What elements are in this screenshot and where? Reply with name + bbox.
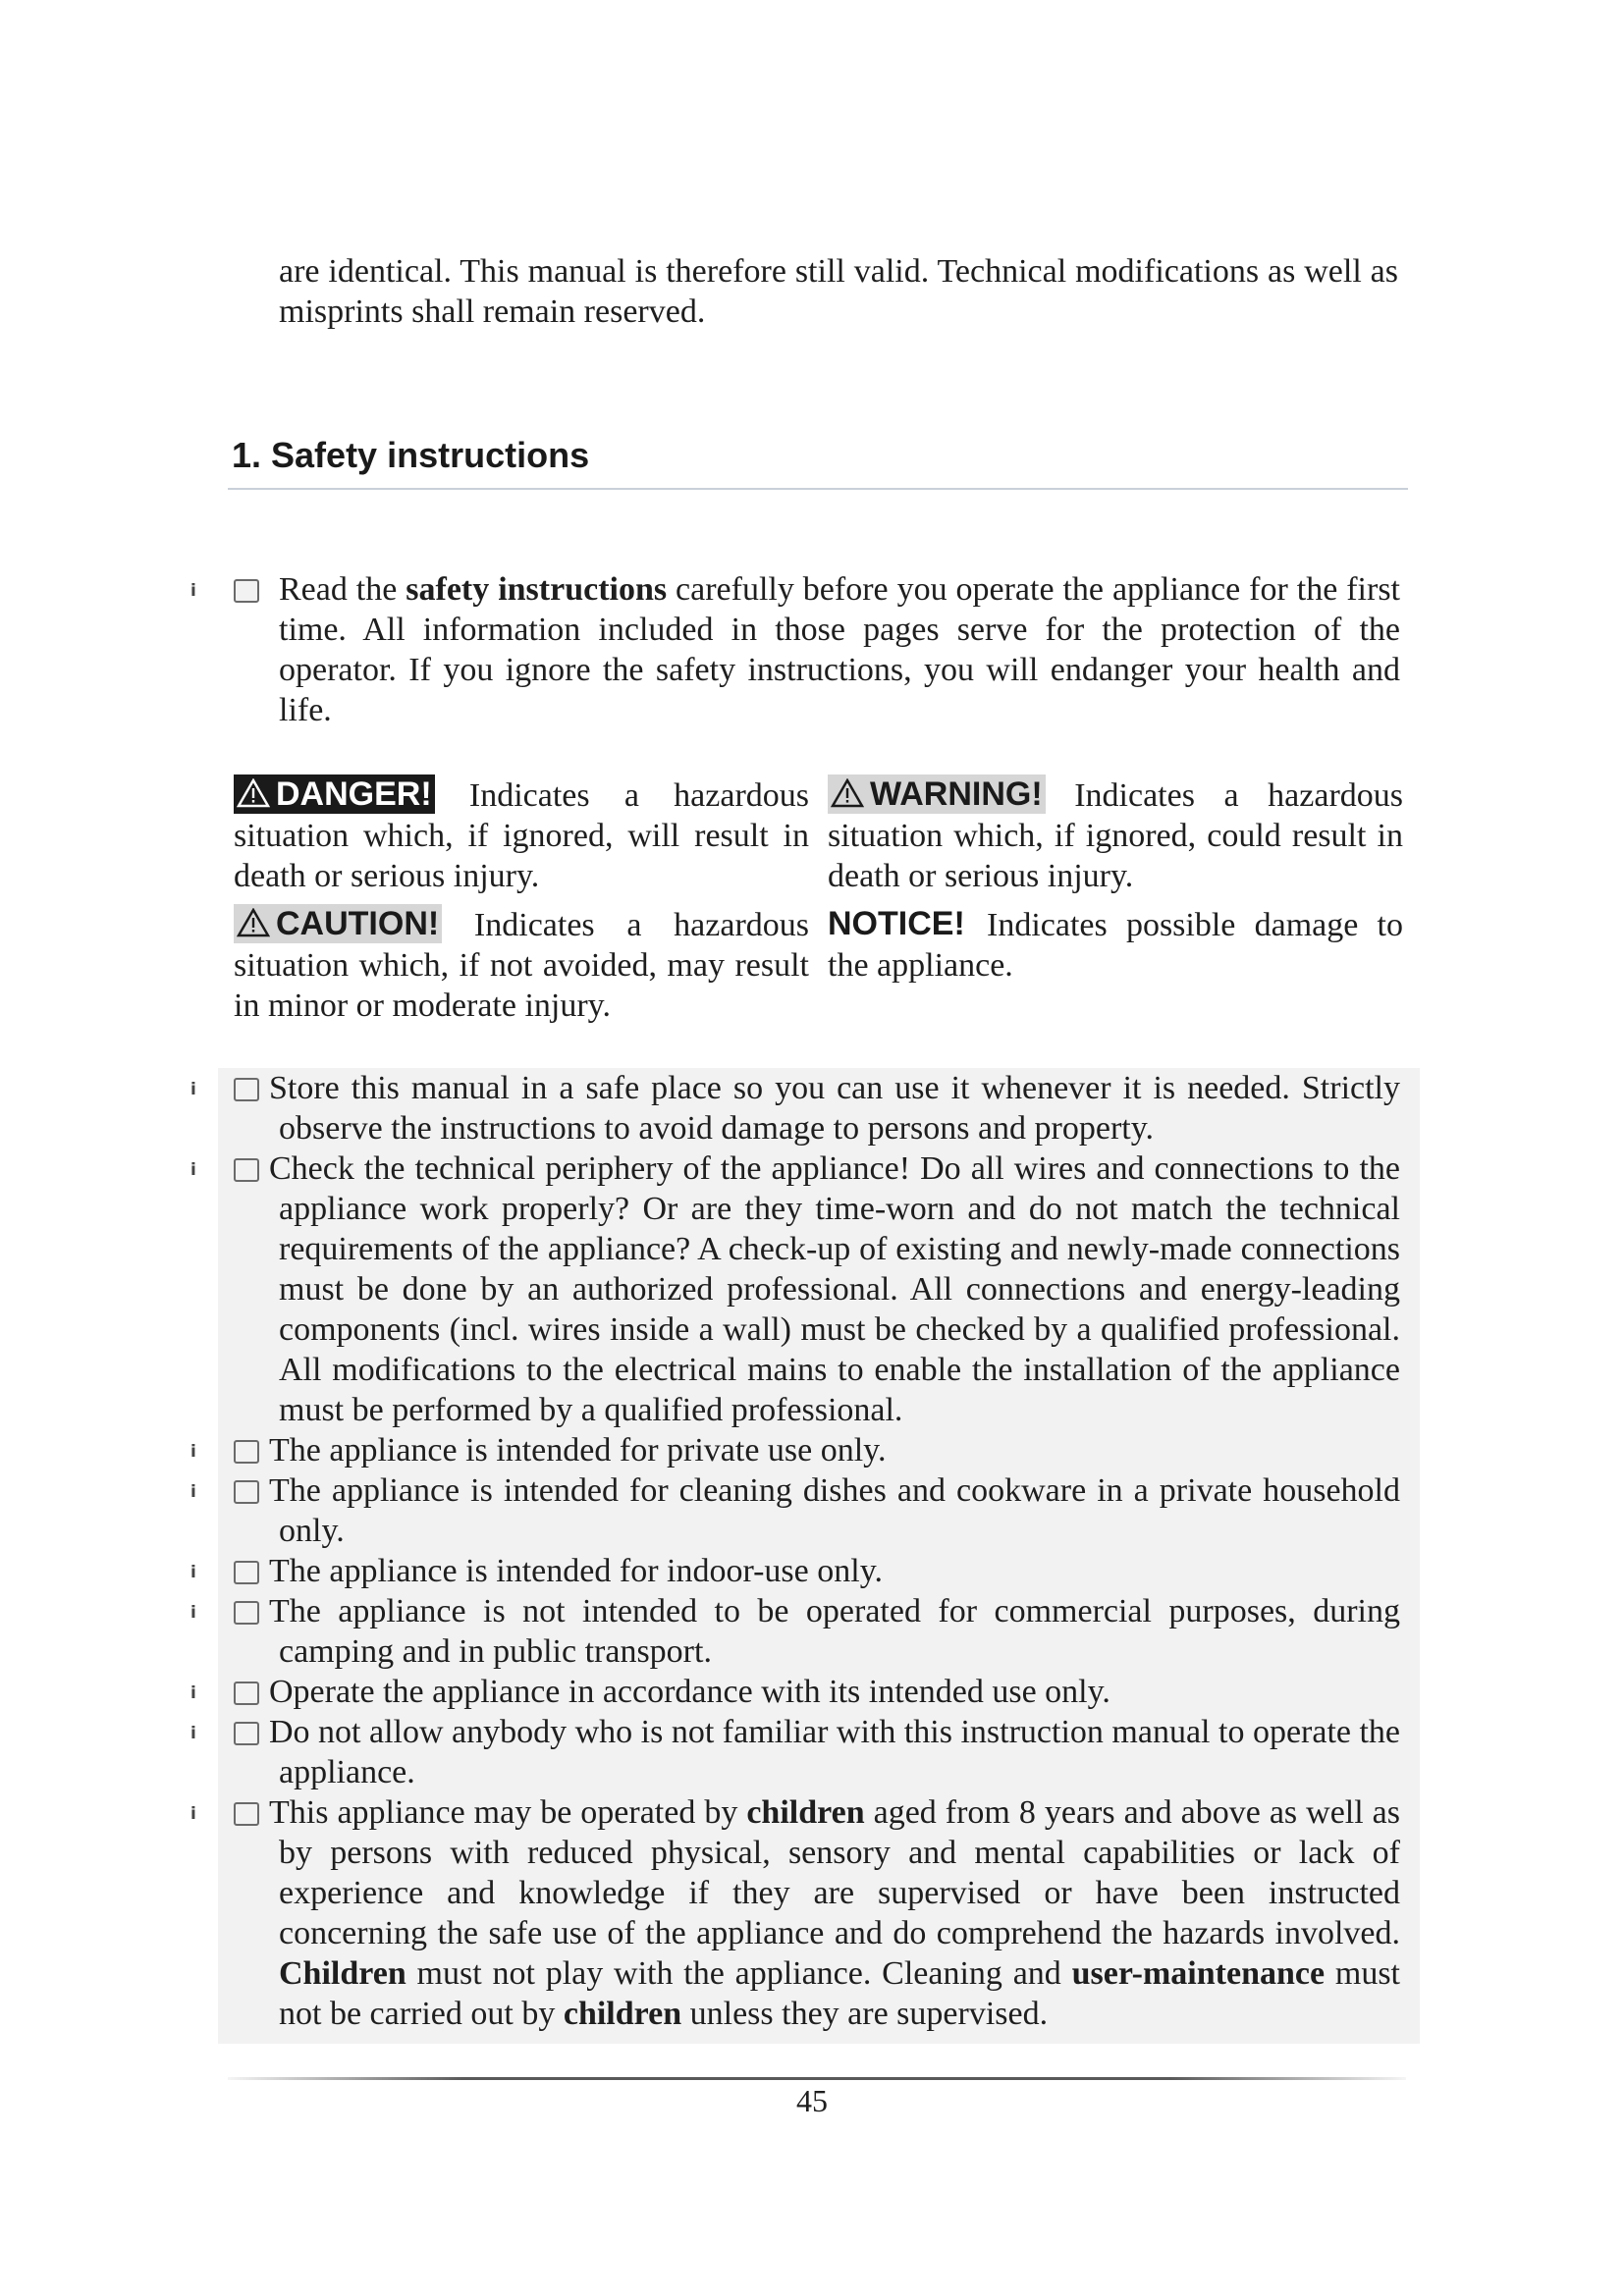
bullet-text: The appliance is intended for private use only. <box>269 1432 887 1468</box>
list-item <box>190 1068 1400 1148</box>
warning-signal <box>828 774 1046 814</box>
danger-block <box>234 774 809 896</box>
warning-triangle-icon <box>831 778 864 808</box>
list-item <box>190 1551 1400 1591</box>
danger-text: Indicates a hazardous situation which, if ignored, will result in death or serious injury. <box>234 777 809 894</box>
info-icon: i <box>234 1601 259 1625</box>
bullet-text: The appliance is intended for indoor-use only. <box>269 1553 883 1589</box>
heading-divider <box>228 488 1408 490</box>
list-item <box>190 1792 1400 2034</box>
bold-user-maintenance: user-maintenance <box>1071 1955 1326 1992</box>
notice-paragraph <box>828 904 1403 986</box>
list-item <box>190 1712 1401 1792</box>
list-item <box>190 1470 1400 1551</box>
caution-signal <box>234 904 442 943</box>
warning-label: WARNING! <box>870 775 1043 813</box>
read-safety-paragraph <box>190 569 1400 730</box>
notice-label: NOTICE! <box>828 905 965 942</box>
warning-block <box>828 774 1403 896</box>
bullet-text: unless they are supervised. <box>681 1996 1049 2032</box>
bullet-text: Operate the appliance in accordance with its intended use only. <box>269 1674 1110 1710</box>
info-icon: i <box>234 1480 259 1504</box>
caution-label: CAUTION! <box>276 905 440 942</box>
intro-paragraph <box>279 251 1398 332</box>
bullet-text: The appliance is intended for cleaning dishes and cookware in a private household only. <box>269 1472 1400 1549</box>
list-item <box>190 1672 1400 1712</box>
bold-children: children <box>746 1794 865 1831</box>
info-icon: i <box>234 1561 259 1584</box>
bullet-text: The appliance is not intended to be operated for commercial purposes, during camping and in public transport. <box>269 1593 1400 1670</box>
info-icon: i <box>234 1802 259 1826</box>
info-icon: i <box>234 1078 259 1101</box>
bullet-text: Do not allow anybody who is not familiar with this instruction manual to operate the appliance. <box>269 1714 1401 1790</box>
warning-text: Indicates a hazardous situation which, if ignored, could result in death or serious injury. <box>828 777 1403 894</box>
danger-paragraph <box>234 774 809 896</box>
warning-triangle-icon <box>237 778 270 808</box>
read-safety-notice <box>190 569 1400 730</box>
warning-paragraph <box>828 774 1403 896</box>
bullet-text: aged from 8 years and above as well as by persons with reduced physical, sensory and mental capabilities or lack of experience and knowledge if they are supervised or have been instructed concerning the safe use of the appliance and do comprehend the hazards involved. <box>279 1794 1400 1951</box>
caution-paragraph <box>234 904 809 1026</box>
notice-block <box>828 904 1403 986</box>
list-item <box>190 1430 1400 1470</box>
info-icon: i <box>234 1440 259 1464</box>
read-bold: safety instructions <box>406 571 668 608</box>
read-post: carefully before you operate the appliance for the first time. All information included in those pages serve for the protection of the operator. If you ignore the safety instructions, you will endanger your health and life. <box>279 571 1400 728</box>
bullet-text: Store this manual in a safe place so you can use it whenever it is needed. Strictly observe the instructions to avoid damage to persons and property. <box>269 1070 1400 1147</box>
intro-text: are identical. This manual is therefore still valid. Technical modifications as well as misprints shall remain reserved. <box>279 253 1398 330</box>
caution-text: Indicates a hazardous situation which, if not avoided, may result in minor or moderate injury. <box>234 907 809 1024</box>
warning-triangle-icon <box>237 908 270 937</box>
info-icon: i <box>234 1158 259 1182</box>
bold-children: Children <box>279 1955 406 1992</box>
info-icon: i <box>234 579 259 603</box>
footer-divider <box>228 2077 1406 2080</box>
page-number: 45 <box>796 2083 828 2118</box>
bullet-text: This appliance may be operated by <box>269 1794 747 1831</box>
bold-children: children <box>563 1996 682 2032</box>
section-heading: 1. Safety instructions <box>232 435 590 475</box>
danger-label: DANGER! <box>276 775 432 813</box>
bullet-text: must not play with the appliance. Cleaning and <box>406 1955 1072 1992</box>
caution-block <box>234 904 809 1026</box>
list-item <box>190 1148 1400 1430</box>
notice-text: Indicates possible damage to the appliance. <box>828 907 1403 984</box>
info-icon: i <box>234 1682 259 1705</box>
read-pre: Read the <box>279 571 406 608</box>
bullet-text: Check the technical periphery of the appliance! Do all wires and connections to the appliance work properly? Or are they time-worn and do not match the technical requirements of the appliance? A check-up of existing and newly-made connections must be done by an authorized professional. All connections and energy-leading components (incl. wires inside a wall) must be checked by a qualified professional. All modifications to the electrical mains to enable the installation of the appliance must be performed by a qualified professional. <box>269 1150 1400 1428</box>
list-item <box>190 1591 1400 1672</box>
info-icon: i <box>234 1722 259 1745</box>
safety-bullet-list <box>190 1068 1401 2034</box>
danger-signal <box>234 774 435 814</box>
bullet-text: must not be carried out by <box>279 1955 1400 2032</box>
